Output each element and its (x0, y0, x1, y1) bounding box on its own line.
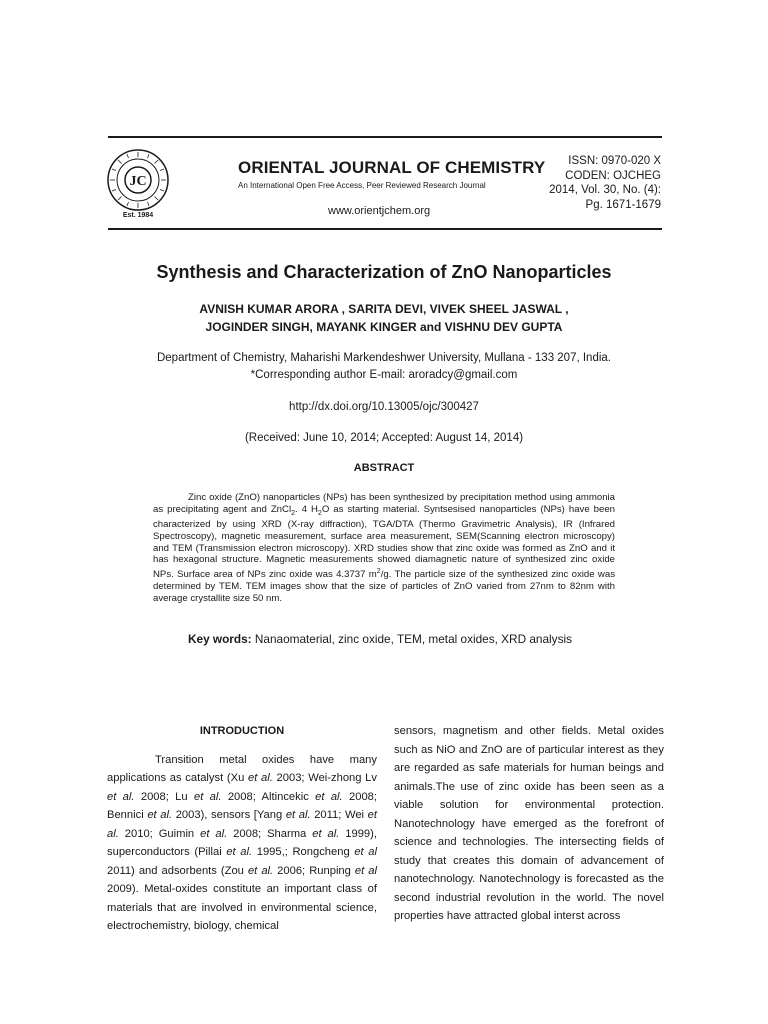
volume-issue: 2014, Vol. 30, No. (4): (549, 184, 661, 196)
logo-monogram: JC (129, 174, 147, 189)
abstract-heading: ABSTRACT (353, 462, 415, 474)
abstract-body (153, 492, 615, 604)
introduction-left-column (107, 722, 377, 936)
coden: CODEN: OJCHEG (565, 169, 661, 182)
affiliation: Department of Chemistry, Maharishi Markendeshwer University, Mullana - 133 207, India. (156, 352, 611, 364)
corresponding-author: *Corresponding author E-mail: aroradcy@gmail.com (250, 369, 518, 381)
introduction-heading: INTRODUCTION (199, 725, 285, 737)
authors-line-1: AVNISH KUMAR ARORA , SARITA DEVI, VIVEK SHEEL JASWAL , (199, 302, 569, 316)
abstract-paragraph: Zinc oxide (ZnO) nanoparticles (NPs) has been synthesized by precipitation method using ammonia as precipitating agent and ZnCl$_2$. 4 $H_2O$ as starting material. Syntsesised nanoparticles (NPs) have been characterized by using XRD (X-ray diffraction), TGA/DTA (Thermo Gravimetric Analysis), IR (Infrared Spectroscopy), magnetic measurement, surface area measurement, SEM(Scanning electron microscopy) and TEM (Transmission electron microscopy). XRD studies show that zinc oxide was formed as ZnO and it has hexagonal structure. Magnetic measurements showed diamagnetic nature of synthesized zinc oxide NPs. Surface area of NPs zinc oxide was 4.3737 $m^2/g$. The particle size of the synthesized zinc oxide was determined by TEM. TEM images show that the size of particles of ZnO varied from 27nm to 82nm with average crystallite size 50 nm. (153, 492, 616, 604)
keywords-text: Nanaomaterial, zinc oxide, TEM, metal oxides, XRD analysis (254, 632, 572, 646)
authors-line-2: JOGINDER SINGH, MAYANK KINGER and VISHNU DEV GUPTA (205, 320, 563, 334)
page-range: Pg. 1671-1679 (585, 198, 661, 211)
received-accepted-dates: (Received: June 10, 2014; Accepted: August 14, 2014) (244, 432, 524, 444)
journal-seal-logo (106, 148, 170, 212)
header-top-rule (108, 136, 662, 138)
introduction-right-column (394, 722, 664, 926)
header-bottom-rule (108, 228, 662, 230)
publication-meta (549, 154, 661, 212)
established-label: Est. 1984 (122, 212, 154, 219)
introduction-paragraph: Transition metal oxides have many applications as catalyst (Xu et al. 2003; Wei-zhong Lv et al. 2008; Lu et al. 2008; Altincekic et al. 2008; Bennici et al. 2003), sensors [Yang et al. 2011; Wei et al. 2010; Guimin et al. 2008; Sharma et al. 1999), superconductors (Pillai et al. 1995,; Rongcheng et al 2011) and adsorbents (Zou et al. 2006; Runping et al 2009). Metal-oxides constitute an important class of materials that are involved in environmental science, electrochemistry, biology, chemical (107, 753, 377, 932)
issn: ISSN: 0970-020 X (568, 155, 661, 167)
journal-subtitle: An International Open Free Access, Peer Reviewed Research Journal (238, 181, 486, 190)
journal-name: ORIENTAL JOURNAL OF CHEMISTRY (238, 158, 546, 177)
keywords (188, 632, 572, 646)
doi-link[interactable]: http://dx.doi.org/10.13005/ojc/300427 (289, 401, 479, 413)
article-title: Synthesis and Characterization of ZnO Nanoparticles (156, 262, 612, 282)
introduction-paragraph-continued: sensors, magnetism and other fields. Metal oxides such as NiO and ZnO are of particular interest as they are regarded as safe materials for human beings and animals.The use of zinc oxide has been seen as a viable solution for environmental protection. Nanotechnology have emerged as the forefront of science and technologies. The intersecting fields of study that creates this domain of advancement of nanotechnology. Nanotechnology is forecasted as the second industrial revolution in the world. The novel properties have attracted global interst across (394, 725, 664, 922)
journal-website-link[interactable]: www.orientjchem.org (328, 205, 431, 217)
keywords-label: Key words: (188, 632, 252, 646)
